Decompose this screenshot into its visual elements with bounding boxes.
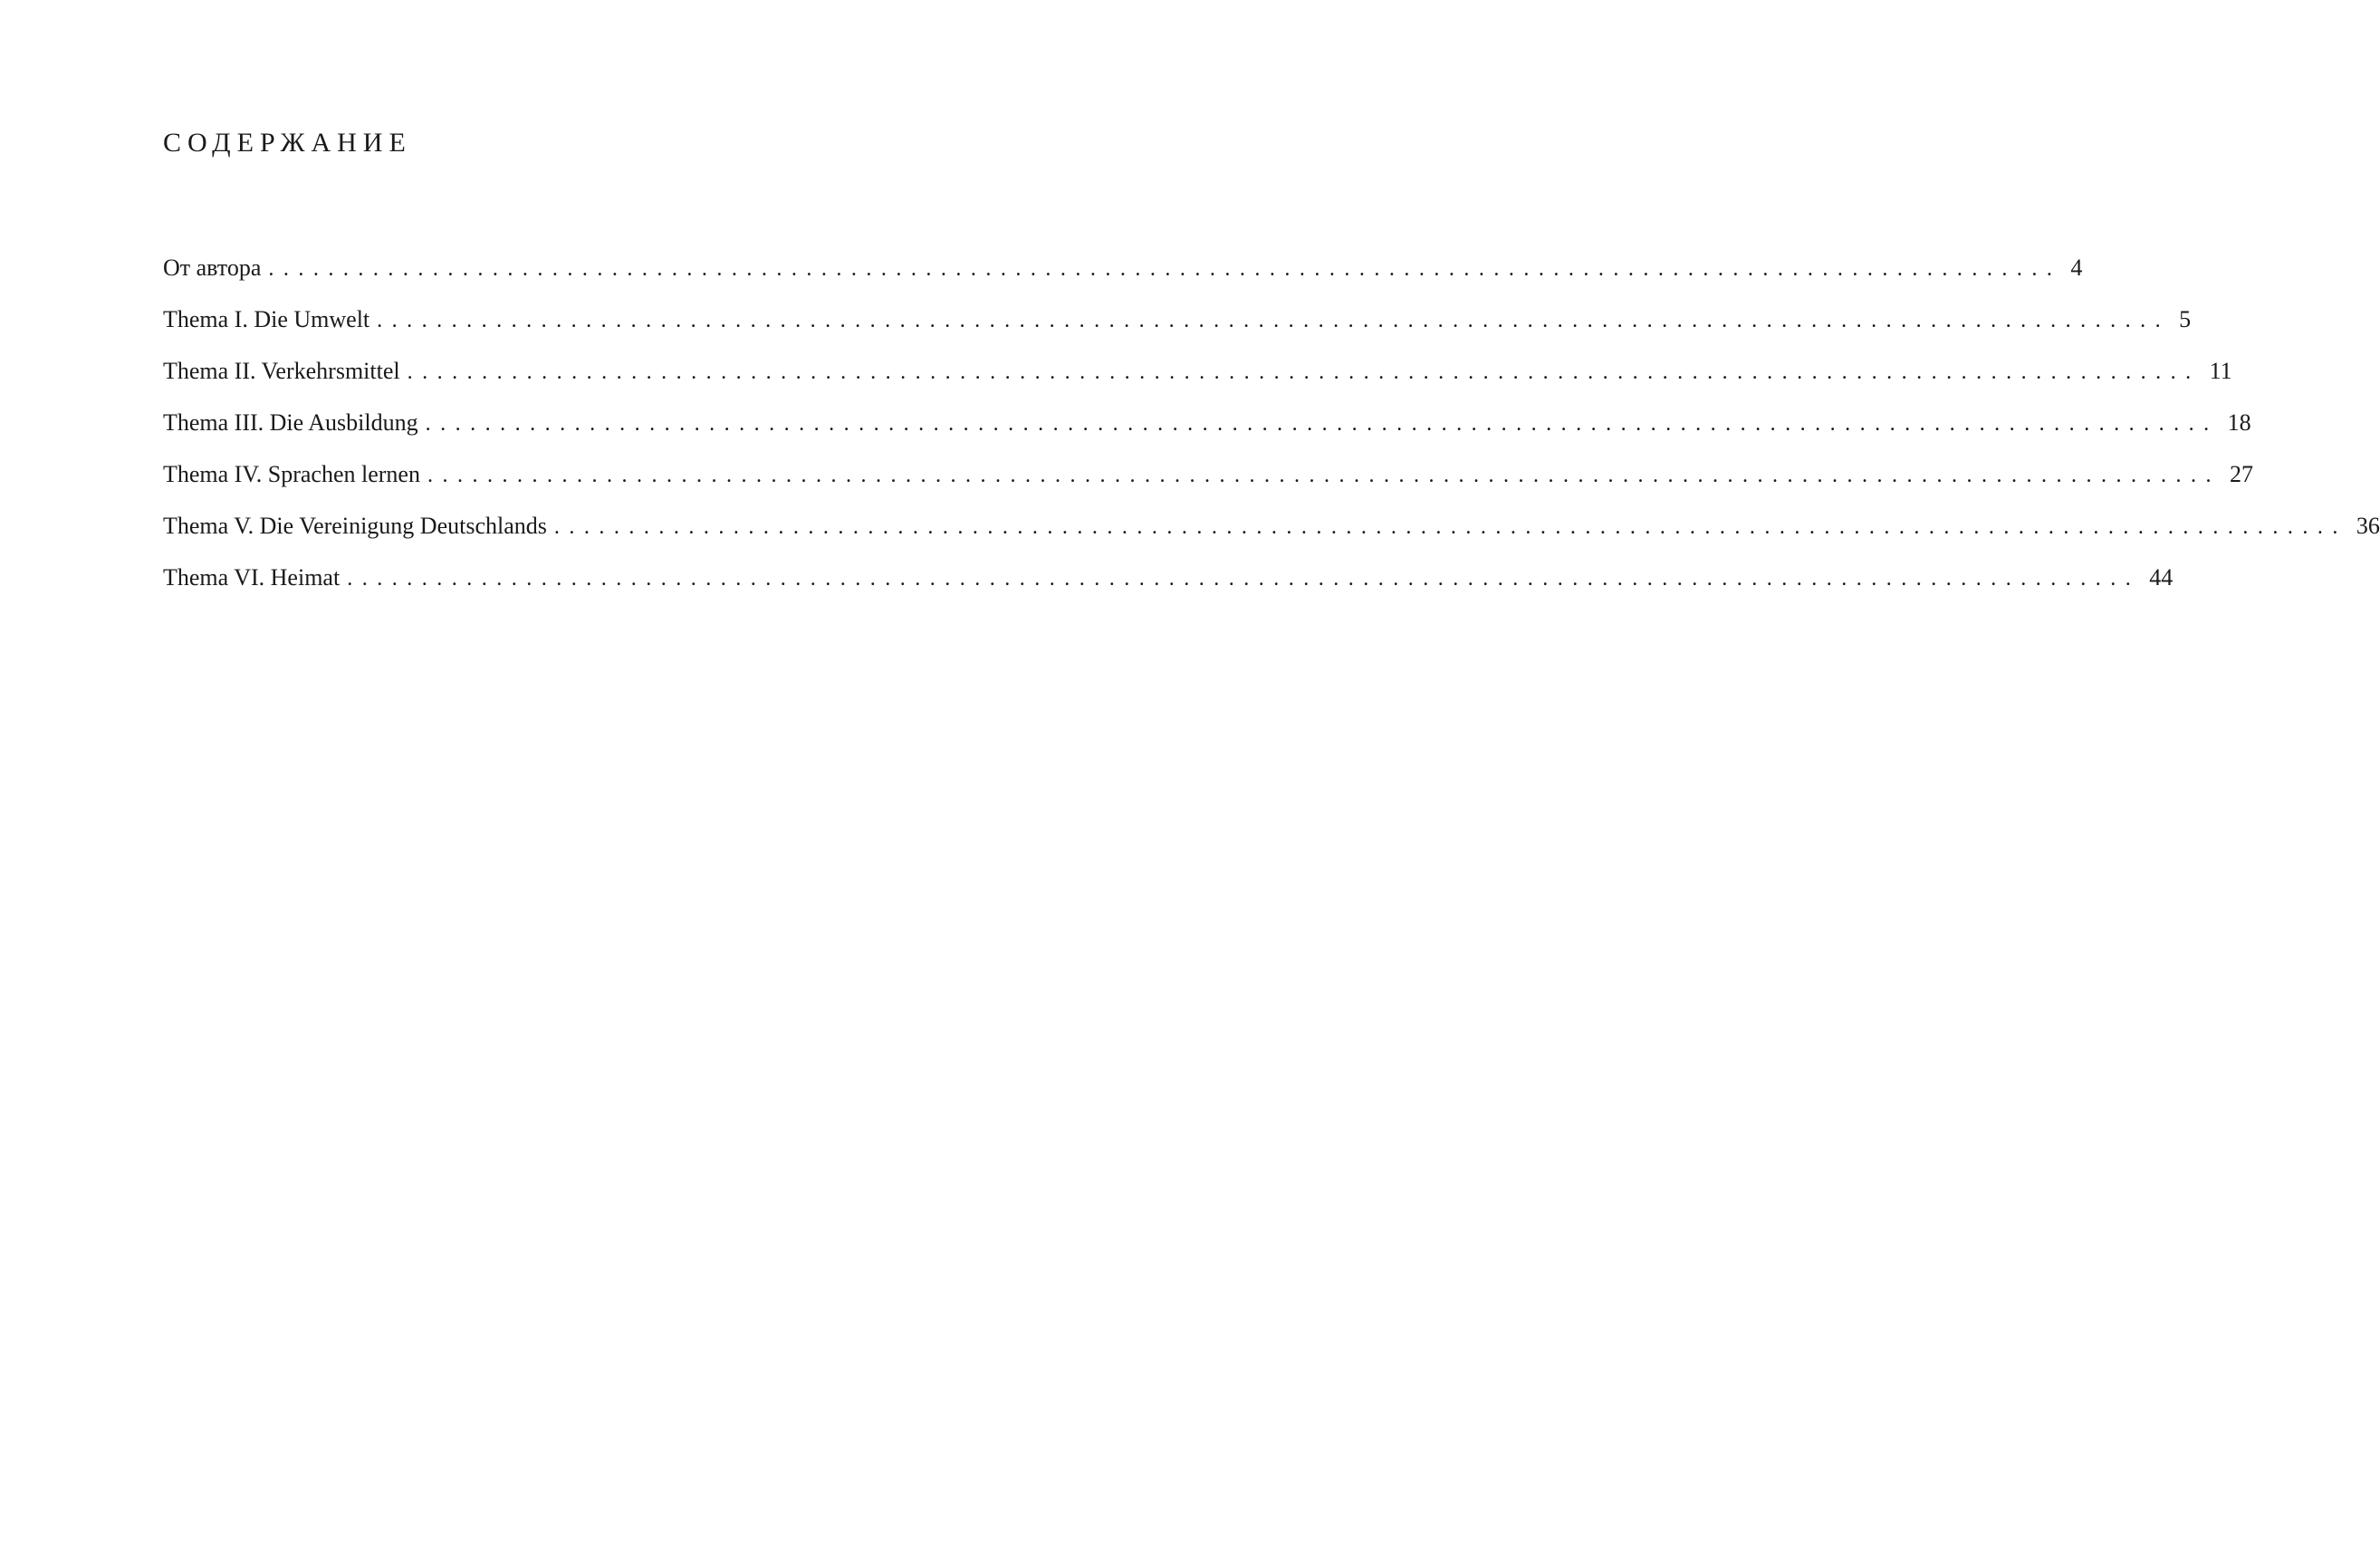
toc-entry-title: Thema VI. Heimat: [163, 564, 341, 591]
table-of-contents: [163, 253, 2380, 614]
toc-entry-page: 11: [2209, 358, 2232, 384]
dot-leader: ........................................................................................................................: [377, 309, 2171, 332]
page-title: СОДЕРЖАНИЕ: [163, 128, 412, 158]
toc-entry-page: 27: [2229, 461, 2253, 487]
toc-entry-title: Thema III. Die Ausbildung: [163, 409, 418, 436]
dot-leader: ........................................................................................................................: [427, 464, 2221, 487]
toc-entry-title: От автора: [163, 255, 262, 281]
dot-leader: ........................................................................................................................: [347, 567, 2141, 591]
dot-leader: ........................................................................................................................: [553, 515, 2347, 539]
toc-entry-title: Thema II. Verkehrsmittel: [163, 358, 400, 384]
toc-entry: [163, 253, 2083, 304]
toc-entry-page: 18: [2227, 409, 2251, 436]
toc-entry-title: Thema V. Die Vereinigung Deutschlands: [163, 513, 547, 539]
toc-entry: [163, 562, 2174, 614]
dot-leader: ........................................................................................................................: [268, 257, 2062, 281]
dot-leader: ........................................................................................................................: [425, 412, 2219, 436]
toc-entry: [163, 511, 2380, 562]
toc-entry: [163, 459, 2253, 511]
toc-entry-page: 4: [2070, 255, 2083, 281]
toc-entry-title: Thema I. Die Umwelt: [163, 306, 370, 332]
toc-entry: [163, 408, 2251, 459]
toc-entry: [163, 304, 2192, 356]
toc-entry-page: 36: [2356, 513, 2380, 539]
toc-entry-page: 5: [2179, 306, 2192, 332]
toc-entry: [163, 356, 2232, 408]
toc-entry-page: 44: [2149, 564, 2174, 591]
toc-entry-title: Thema IV. Sprachen lernen: [163, 461, 420, 487]
dot-leader: ........................................................................................................................: [407, 360, 2201, 384]
